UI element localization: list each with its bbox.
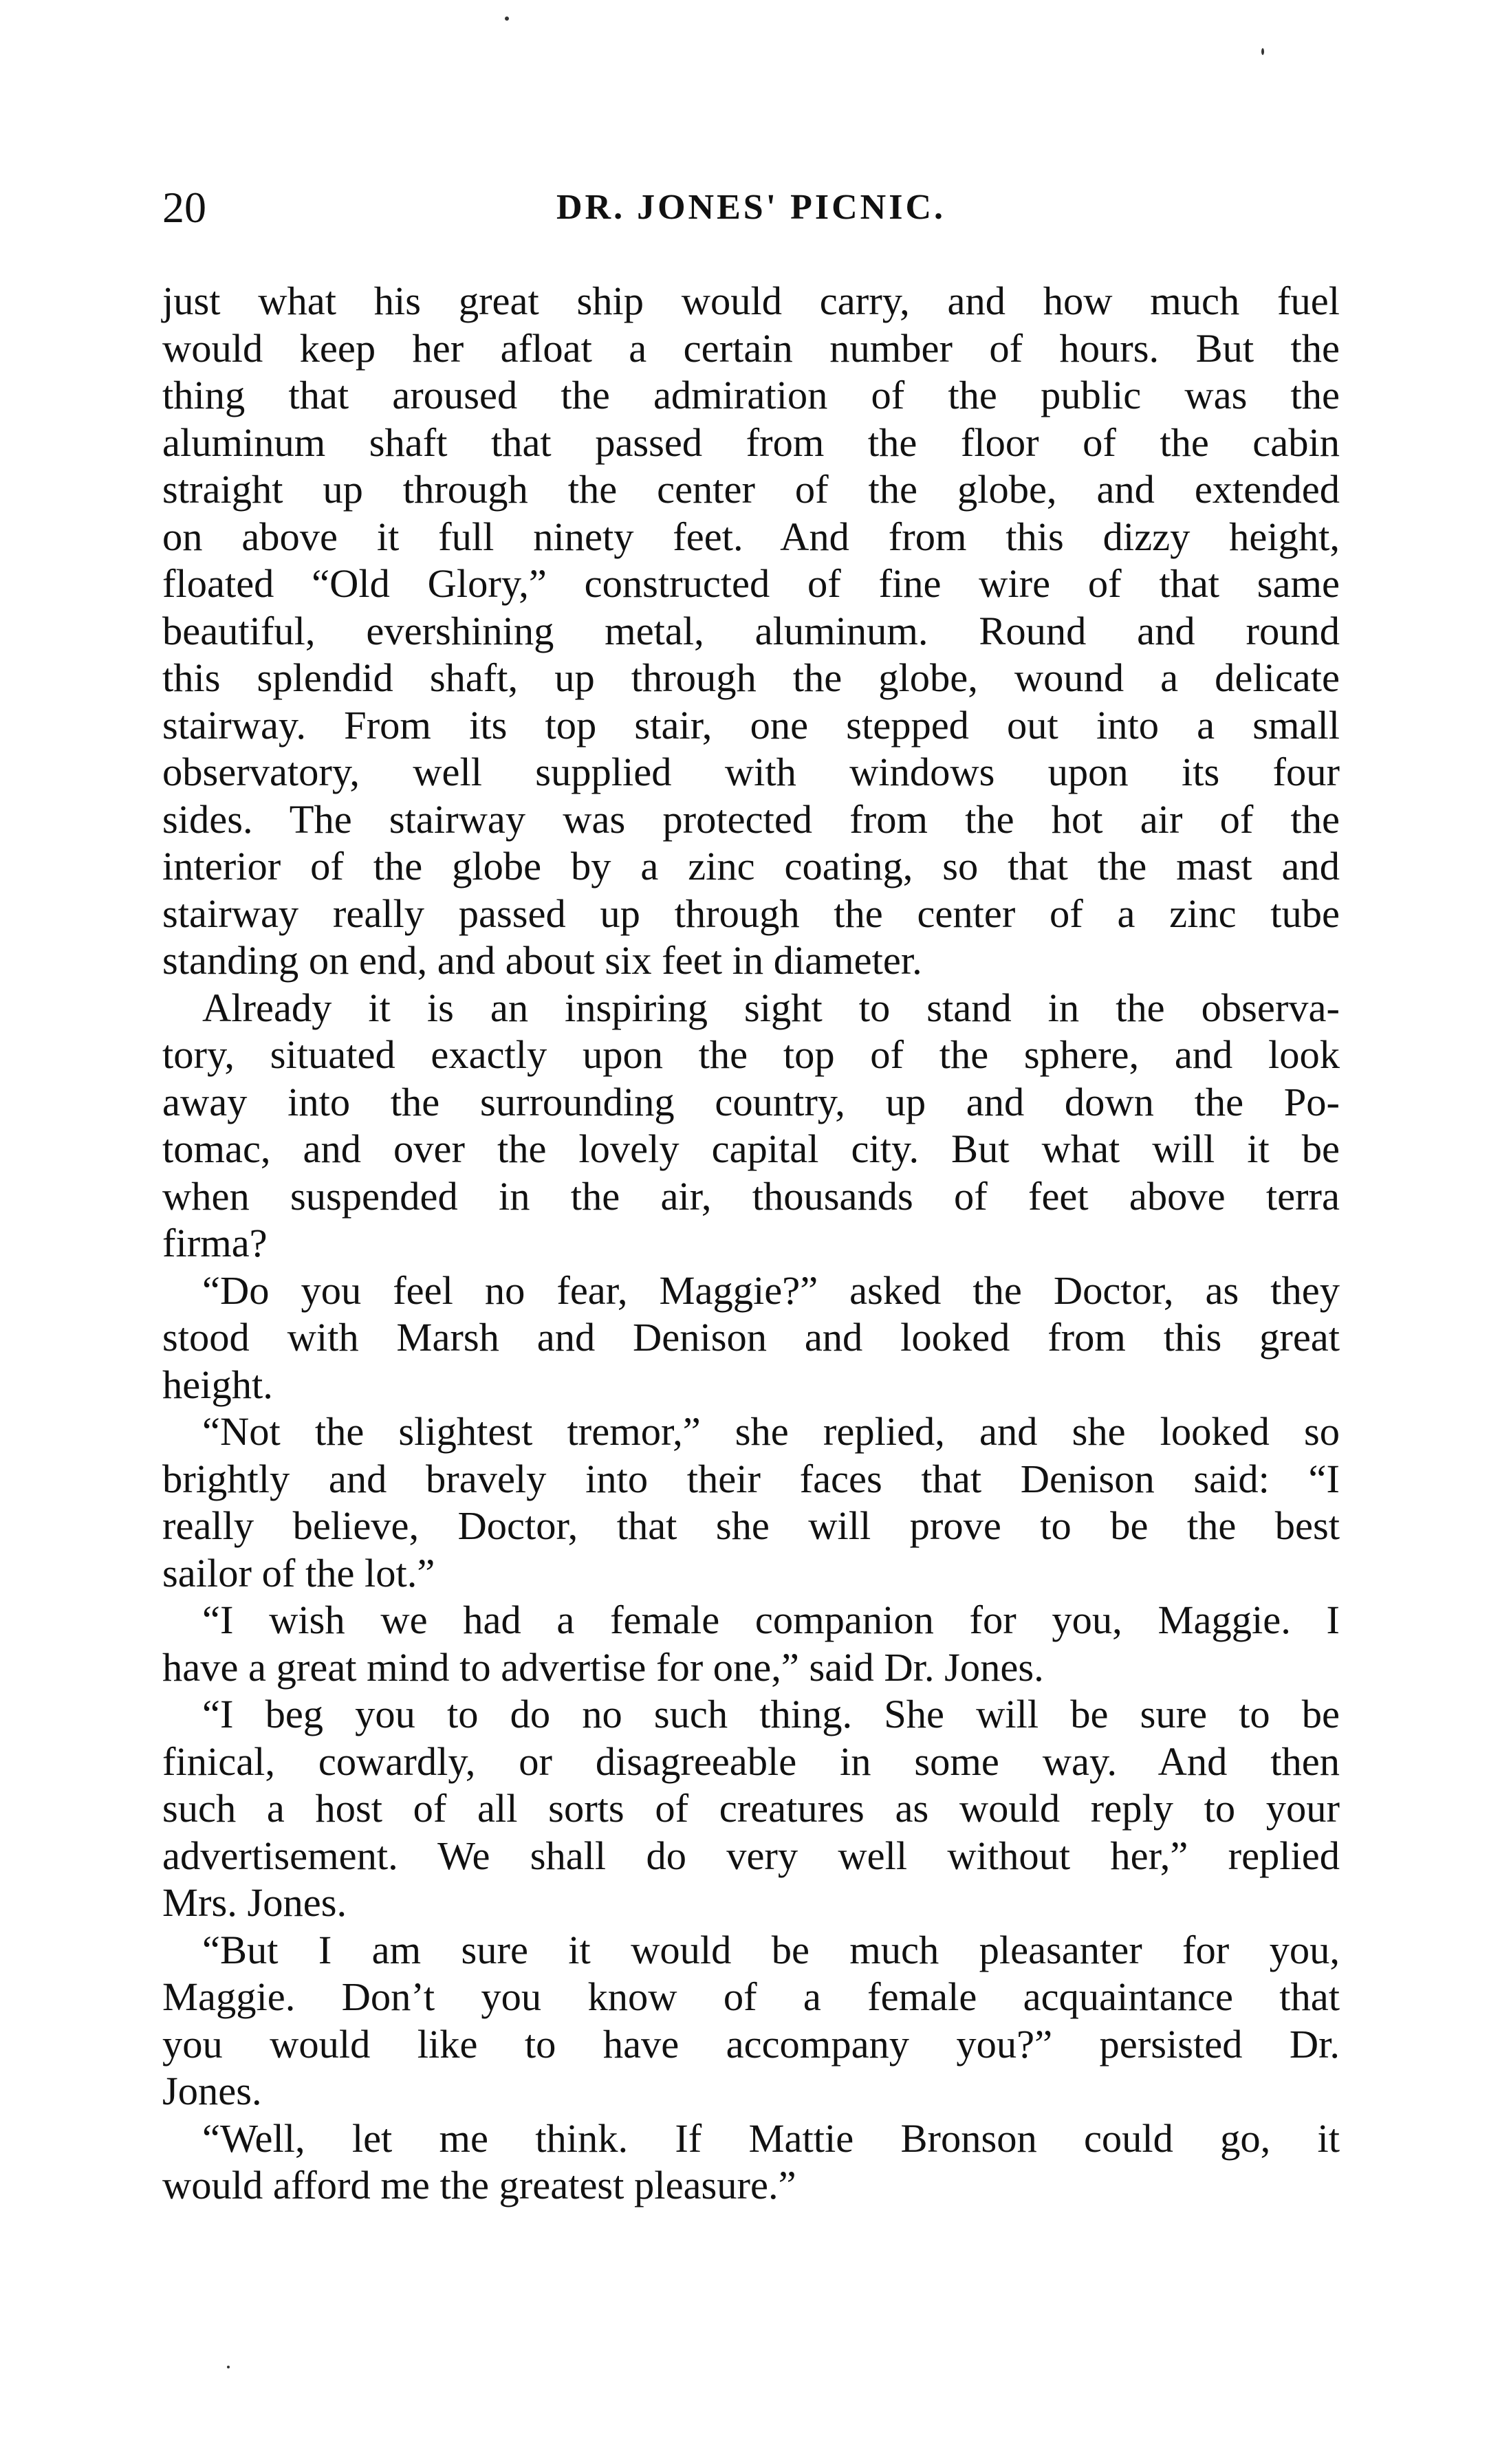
running-head: DR. JONES' PICNIC. bbox=[556, 188, 946, 227]
text-line: stairway. From its top stair, one stepped out into a small bbox=[162, 702, 1340, 748]
print-speck-top-right bbox=[1261, 48, 1264, 55]
text-line: Mrs. Jones. bbox=[162, 1880, 347, 1925]
page-number: 20 bbox=[162, 183, 206, 232]
text-line: Already it is an inspiring sight to stand in the observa- bbox=[202, 985, 1340, 1030]
paragraph bbox=[162, 1927, 1340, 2115]
paragraph bbox=[162, 1597, 1340, 1691]
text-line: would afford me the greatest pleasure.” bbox=[162, 2163, 796, 2207]
text-line: standing on end, and about six feet in diameter. bbox=[162, 938, 922, 983]
text-line: tory, situated exactly upon the top of the sphere, and look bbox=[162, 1032, 1340, 1077]
text-line: thing that aroused the admiration of the public was the bbox=[162, 373, 1340, 417]
text-line: advertisement. We shall do very well without her,” replied bbox=[162, 1833, 1340, 1878]
text-line: observatory, well supplied with windows upon its four bbox=[162, 750, 1340, 794]
text-line: Maggie. Don’t you know of a female acquaintance that bbox=[162, 1974, 1340, 2019]
text-line: straight up through the center of the globe, and extended bbox=[162, 467, 1340, 512]
text-line: sailor of the lot.” bbox=[162, 1550, 435, 1595]
text-line: height. bbox=[162, 1362, 273, 1407]
text-line: finical, cowardly, or disagreeable in some way. And then bbox=[162, 1738, 1340, 1784]
paragraph bbox=[162, 278, 1340, 985]
text-line: such a host of all sorts of creatures as would reply to your bbox=[162, 1786, 1340, 1831]
text-line: stood with Marsh and Denison and looked from this great bbox=[162, 1315, 1340, 1360]
paragraph bbox=[162, 1691, 1340, 1927]
text-line: “Well, let me think. If Mattie Bronson could go, it bbox=[202, 2115, 1340, 2161]
print-speck-top bbox=[505, 17, 509, 21]
paragraph bbox=[162, 2115, 1340, 2210]
text-line: have a great mind to advertise for one,” said Dr. Jones. bbox=[162, 1644, 1044, 1690]
text-line: interior of the globe by a zinc coating, so that the mast and bbox=[162, 844, 1340, 888]
text-line: firma? bbox=[162, 1221, 268, 1265]
page-header bbox=[162, 180, 1340, 235]
text-line: “Not the slightest tremor,” she replied, and she looked so bbox=[202, 1409, 1340, 1454]
text-line: away into the surrounding country, up and down the Po- bbox=[162, 1079, 1340, 1124]
text-line: tomac, and over the lovely capital city. But what will it be bbox=[162, 1126, 1340, 1171]
text-line: brightly and bravely into their faces that Denison said: “I bbox=[162, 1456, 1340, 1501]
body-text bbox=[162, 278, 1340, 2210]
paragraph bbox=[162, 1408, 1340, 1597]
paragraph bbox=[162, 985, 1340, 1267]
text-line: when suspended in the air, thousands of feet above terra bbox=[162, 1173, 1340, 1219]
text-line: this splendid shaft, up through the globe, wound a delicate bbox=[162, 655, 1340, 700]
text-line: just what his great ship would carry, and how much fuel bbox=[162, 279, 1340, 323]
paragraph bbox=[162, 1267, 1340, 1409]
text-line: “But I am sure it would be much pleasanter for you, bbox=[202, 1927, 1340, 1972]
text-line: Jones. bbox=[162, 2069, 262, 2113]
text-line: you would like to have accompany you?” persisted Dr. bbox=[162, 2021, 1340, 2067]
text-line: stairway really passed up through the center of a zinc tube bbox=[162, 891, 1340, 936]
text-line: “Do you feel no fear, Maggie?” asked the Doctor, as they bbox=[202, 1267, 1340, 1313]
text-line: “I beg you to do no such thing. She will be sure to be bbox=[202, 1692, 1340, 1736]
text-line: beautiful, evershining metal, aluminum. Round and round bbox=[162, 608, 1340, 653]
print-speck-bottom bbox=[227, 2366, 230, 2368]
text-line: sides. The stairway was protected from the hot air of the bbox=[162, 796, 1340, 842]
text-line: really believe, Doctor, that she will prove to be the best bbox=[162, 1503, 1340, 1548]
text-line: on above it full ninety feet. And from this dizzy height, bbox=[162, 514, 1340, 559]
text-line: “I wish we had a female companion for you, Maggie. I bbox=[202, 1598, 1340, 1642]
text-line: would keep her afloat a certain number of hours. But the bbox=[162, 325, 1340, 371]
text-line: aluminum shaft that passed from the floor of the cabin bbox=[162, 419, 1340, 465]
text-line: floated “Old Glory,” constructed of fine wire of that same bbox=[162, 561, 1340, 606]
